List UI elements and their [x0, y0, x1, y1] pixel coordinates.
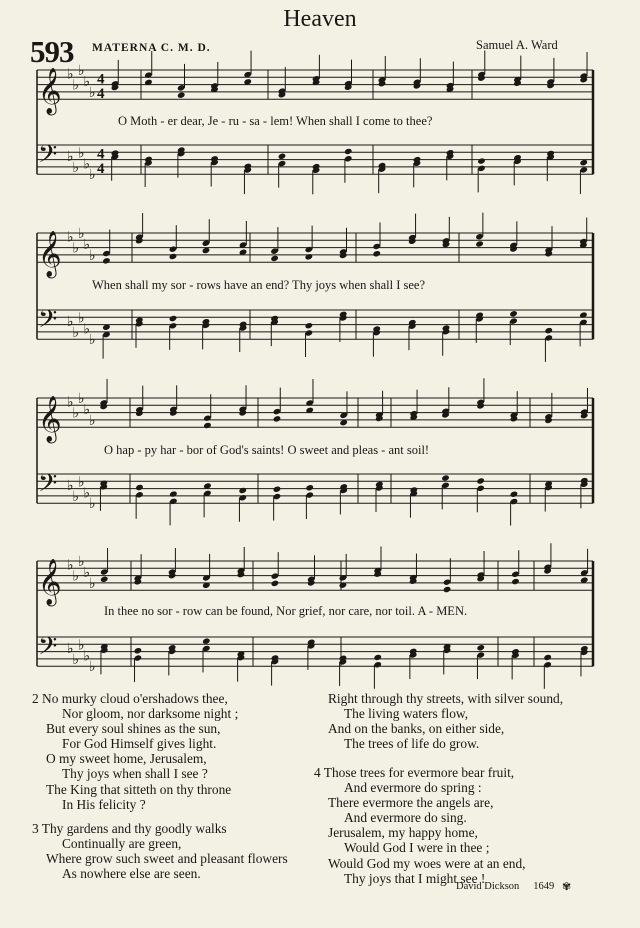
verse-line: There evermore the angels are, [328, 795, 494, 811]
verse-4 [314, 765, 526, 886]
note-head [543, 654, 552, 661]
note-head [203, 422, 212, 429]
note-head [169, 490, 178, 497]
flat-sign-icon: ♭ [89, 659, 96, 676]
verse-line: In His felicity ? [62, 796, 146, 812]
flat-sign-icon: ♭ [83, 73, 91, 90]
verse-line: O my sweet home, Jerusalem, [46, 751, 207, 767]
bass-clef-icon: 𝄢 [38, 304, 58, 340]
flat-sign-icon: ♭ [72, 77, 80, 94]
flat-sign-icon: ♭ [67, 148, 74, 165]
verse-line: And evermore do sing. [344, 810, 467, 826]
note-head [476, 644, 485, 651]
flat-sign-icon: ♭ [67, 66, 74, 83]
verse-line: Thy joys when shall I see ? [62, 766, 208, 782]
note-head [509, 310, 518, 317]
note-head [169, 253, 178, 260]
time-signature-bottom: 4 [97, 86, 105, 103]
verse-line: Thy joys that I might see ! [344, 870, 486, 886]
text-author [456, 881, 554, 892]
flat-sign-icon: ♭ [78, 554, 85, 570]
time-signature-top: 4 [97, 146, 105, 163]
verse-2 [32, 691, 239, 812]
note-head [169, 315, 178, 322]
flat-sign-icon: ♭ [72, 159, 80, 176]
flat-sign-icon: ♭ [89, 84, 96, 101]
verse-line: Where grow such sweet and pleasant flowers [46, 851, 288, 867]
flat-sign-icon: ♭ [89, 247, 96, 264]
note-head [100, 576, 109, 583]
flat-sign-icon: ♭ [72, 651, 80, 668]
verse-line: Nor gloom, nor darksome night ; [62, 706, 239, 722]
verse-line: The living waters flow, [344, 706, 469, 722]
note-head [305, 322, 314, 329]
verse-line: But every soul shines as the sun, [46, 721, 221, 737]
note-head [270, 255, 279, 262]
verse-line: The trees of life do grow. [344, 736, 480, 752]
lyrics-line-2: When shall my sor - rows have an end? Thy joys when shall I see? [92, 278, 426, 292]
flat-sign-icon: ♭ [72, 240, 80, 257]
tune-name: MATERNA C. M. D. [92, 42, 211, 54]
flat-sign-icon: ♭ [78, 63, 85, 79]
flat-sign-icon: ♭ [78, 637, 85, 654]
lyrics-line-4: In thee no sor - row can be found, Nor grief, nor care, nor toil. A - MEN. [104, 604, 468, 618]
author-year: 1649 [533, 881, 555, 892]
verse-line: Continually are green, [62, 836, 182, 852]
verse-line: Right through thy streets, with silver sound, [328, 691, 564, 706]
note-head [476, 477, 485, 484]
note-head [134, 647, 143, 654]
note-head [177, 92, 186, 99]
note-head [278, 153, 287, 160]
flat-sign-icon: ♭ [67, 313, 74, 330]
flat-sign-icon: ♭ [78, 145, 85, 162]
note-head [372, 250, 381, 257]
lyrics-line-1: O Moth - er dear, Je - ru - sa - lem! When shall I come to thee? [118, 114, 433, 128]
note-head [271, 580, 280, 587]
note-head [273, 415, 282, 422]
verse-3 [32, 821, 288, 882]
note-head [443, 586, 452, 593]
lyrics-line-3: O hap - py har - bor of God's saints! O sweet and pleas - ant soil! [104, 443, 430, 457]
note-head [477, 157, 486, 164]
verse-line: 3 Thy gardens and thy goodly walks [32, 821, 227, 836]
verse-line: Would God I were in thee ; [344, 840, 490, 856]
note-head [441, 474, 450, 481]
hymn-number: 593 [30, 34, 74, 69]
flat-sign-icon: ♭ [78, 226, 85, 242]
flat-sign-icon: ♭ [83, 401, 91, 418]
flat-sign-icon: ♭ [89, 332, 96, 349]
treble-clef-icon: 𝄞 [38, 396, 62, 443]
flat-sign-icon: ♭ [78, 391, 85, 407]
verse-2-continued [328, 691, 563, 751]
flat-sign-icon: ♭ [67, 229, 74, 246]
flat-sign-icon: ♭ [83, 236, 91, 253]
verse-line: And on the banks, on either side, [328, 721, 505, 737]
note-head [102, 257, 111, 264]
note-head [305, 484, 314, 491]
author-name: David Dickson [456, 881, 520, 892]
bass-clef-icon: 𝄢 [38, 139, 58, 175]
note-head [202, 638, 211, 645]
verse-line: The King that sitteth on thy throne [46, 781, 232, 797]
verse-line: Jerusalem, my happy home, [328, 825, 478, 841]
note-head [544, 327, 553, 334]
treble-clef-icon: 𝄞 [38, 231, 62, 278]
flat-sign-icon: ♭ [83, 564, 91, 581]
note-head [273, 486, 282, 493]
time-signature-top: 4 [97, 71, 105, 88]
time-signature-bottom: 4 [97, 161, 105, 178]
flat-sign-icon: ♭ [78, 310, 85, 327]
note-head [305, 253, 314, 260]
note-head [373, 654, 382, 661]
verse-line: As nowhere else are seen. [62, 866, 201, 882]
flat-sign-icon: ♭ [89, 412, 96, 429]
flat-sign-icon: ♭ [67, 557, 74, 574]
hymn-title: Heaven [283, 6, 357, 32]
flat-sign-icon: ♭ [67, 394, 74, 411]
flat-sign-icon: ♭ [83, 648, 91, 665]
flat-sign-icon: ♭ [83, 321, 91, 338]
note-head [238, 487, 247, 494]
flat-sign-icon: ♭ [83, 156, 91, 173]
verse-line: Would God my woes were at an end, [328, 855, 526, 871]
composer: Samuel A. Ward [476, 38, 558, 52]
flat-sign-icon: ♭ [89, 575, 96, 592]
verse-line: For God Himself gives light. [62, 736, 217, 752]
flat-sign-icon: ♭ [89, 167, 96, 184]
verse-line: 4 Those trees for evermore bear fruit, [314, 765, 515, 780]
flat-sign-icon: ♭ [83, 485, 91, 502]
note-head [135, 484, 144, 491]
bass-clef-icon: 𝄢 [38, 468, 58, 504]
note-head [510, 491, 519, 498]
note-head [511, 578, 520, 585]
treble-clef-icon: 𝄞 [38, 559, 62, 606]
flat-sign-icon: ♭ [72, 324, 80, 341]
verse-line: 2 No murky cloud o'ershadows thee, [32, 691, 228, 706]
flat-sign-icon: ♭ [72, 405, 80, 422]
note-head [475, 240, 484, 247]
verse-line: And evermore do spring : [344, 780, 482, 796]
flat-sign-icon: ♭ [78, 474, 85, 491]
flat-sign-icon: ♭ [67, 640, 74, 657]
treble-clef-icon: 𝄞 [38, 68, 62, 115]
flat-sign-icon: ♭ [72, 568, 80, 585]
publisher-mark-icon: ✾ [562, 881, 572, 893]
note-head [344, 148, 353, 155]
flat-sign-icon: ♭ [72, 488, 80, 505]
flat-sign-icon: ♭ [89, 496, 96, 513]
bass-clef-icon: 𝄢 [38, 631, 58, 667]
flat-sign-icon: ♭ [67, 477, 74, 494]
